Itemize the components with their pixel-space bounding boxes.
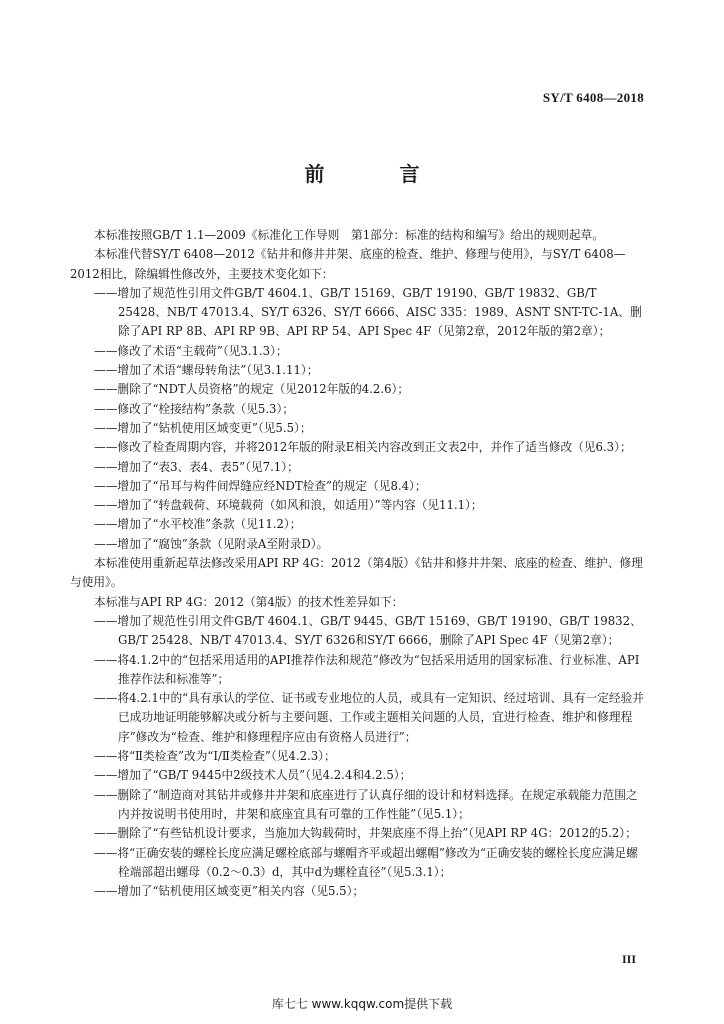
standard-code: SY/T 6408—2018 (542, 90, 644, 105)
list-item: ——增加了“水平校准”条款（见11.2）； (94, 517, 302, 532)
footer-download-note: 库七七 www.kqqw.com提供下载 (271, 997, 453, 1011)
list-item: ——修改了检查周期内容，并将2012年版的附录E相关内容改到正文表2中，并作了适当修改（见6.3）； (94, 440, 632, 455)
list-item: ——增加了“转盘载荷、环境载荷（如风和浪，如适用）”等内容（见11.1）； (94, 498, 483, 513)
list-item: ——删除了“制造商对其钻井或修井井架和底座进行了认真仔细的设计和材料选择。在规定承载能力范围之内并按说明书使用时，井架和底座宜具有可靠的工作性能”（见5.1）； (94, 787, 638, 821)
list-item: ——增加了“GB/T 9445中2级技术人员”（见4.2.4和4.2.5）； (94, 768, 412, 783)
list-item: ——将4.1.2中的“包括采用适用的API推荐作法和规范”修改为“包括采用适用的国家标准、行业标准、API推荐作法和标准等”； (94, 652, 640, 686)
list-item: ——增加了“钻机使用区域变更”（见5.5）； (94, 420, 312, 435)
list-item: ——增加了规范性引用文件GB/T 4604.1、GB/T 15169、GB/T 19190、GB/T 19832、GB/T 25428、NB/T 47013.4、SY/T 6326、SY/T 6666、AISC 335：1989、ASNT SNT-TC-1A、删除了API RP 8B、API RP 9B、API RP 54、API Spec 4F（见第2章，2012年版的第2章）； (94, 285, 642, 339)
list-item: ——增加了“表3、表4、表5”（见7.1）； (94, 459, 299, 474)
list-item: ——修改了术语“主载荷”（见3.1.3）； (94, 343, 288, 358)
list-item: ——将“Ⅱ类检查”改为“Ⅰ/Ⅱ类检查”（见4.2.3）； (94, 749, 336, 764)
list-item: ——增加了规范性引用文件GB/T 4604.1、GB/T 9445、GB/T 15169、GB/T 19190、GB/T 19832、GB/T 25428、NB/T 47013.4、SY/T 6326和SY/T 6666，删除了API Spec 4F（见第2章）； (94, 613, 642, 648)
page-title: 前 言 (304, 162, 454, 186)
paragraph: 本标准与API RP 4G：2012（第4版）的技术性差异如下： (94, 594, 404, 609)
paragraph: 本标准按照GB/T 1.1—2009《标准化工作导则 第1部分：标准的结构和编写》给出的规则起草。 (94, 228, 604, 242)
page-number: III (621, 952, 636, 966)
list-item: ——增加了“吊耳与构件间焊缝应经NDT检查”的规定（见8.4）； (94, 478, 427, 493)
list-item: ——将4.2.1中的“具有承认的学位、证书或专业地位的人员，或具有一定知识、经过培训、具有一定经验并已成功地证明能够解决或分析与主要问题、工作或主题相关问题的人员，宜进行检查、维护和修理程序”修改为“检查、维护和修理程序应由有资格人员进行”； (94, 691, 644, 744)
paragraph: 本标准使用重新起草法修改采用API RP 4G：2012（第4版）《钻井和修井井架、底座的检查、维护、修理与使用》。 (70, 556, 643, 590)
list-item: ——删除了“有些钻机设计要求，当施加大钩载荷时，井架底座不得上抬”（见API RP 4G：2012的5.2）； (94, 826, 637, 841)
list-item: ——将“正确安装的螺栓长度应满足螺栓底部与螺帽齐平或超出螺帽”修改为“正确安装的螺栓长度应满足螺栓端部超出螺母（0.2～0.3）d，其中d为螺栓直径”（见5.3.1）； (94, 845, 638, 879)
list-item: ——增加了“腐蚀”条款（见附录A至附录D）。 (94, 536, 329, 551)
list-item: ——删除了“NDT人员资格”的规定（见2012年版的4.2.6）； (94, 382, 410, 397)
list-item: ——增加了“钻机使用区域变更”相关内容（见5.5）； (94, 884, 365, 899)
paragraph: 本标准代替SY/T 6408—2012《钻井和修井井架、底座的检查、维护、修理与使用》，与SY/T 6408—2012相比，除编辑性修改外，主要技术变化如下： (70, 247, 626, 281)
document-body (70, 226, 648, 901)
list-item: ——增加了术语“螺母转角法”（见3.1.11）； (94, 363, 319, 378)
list-item: ——修改了“栓接结构”条款（见5.3）； (94, 401, 294, 416)
